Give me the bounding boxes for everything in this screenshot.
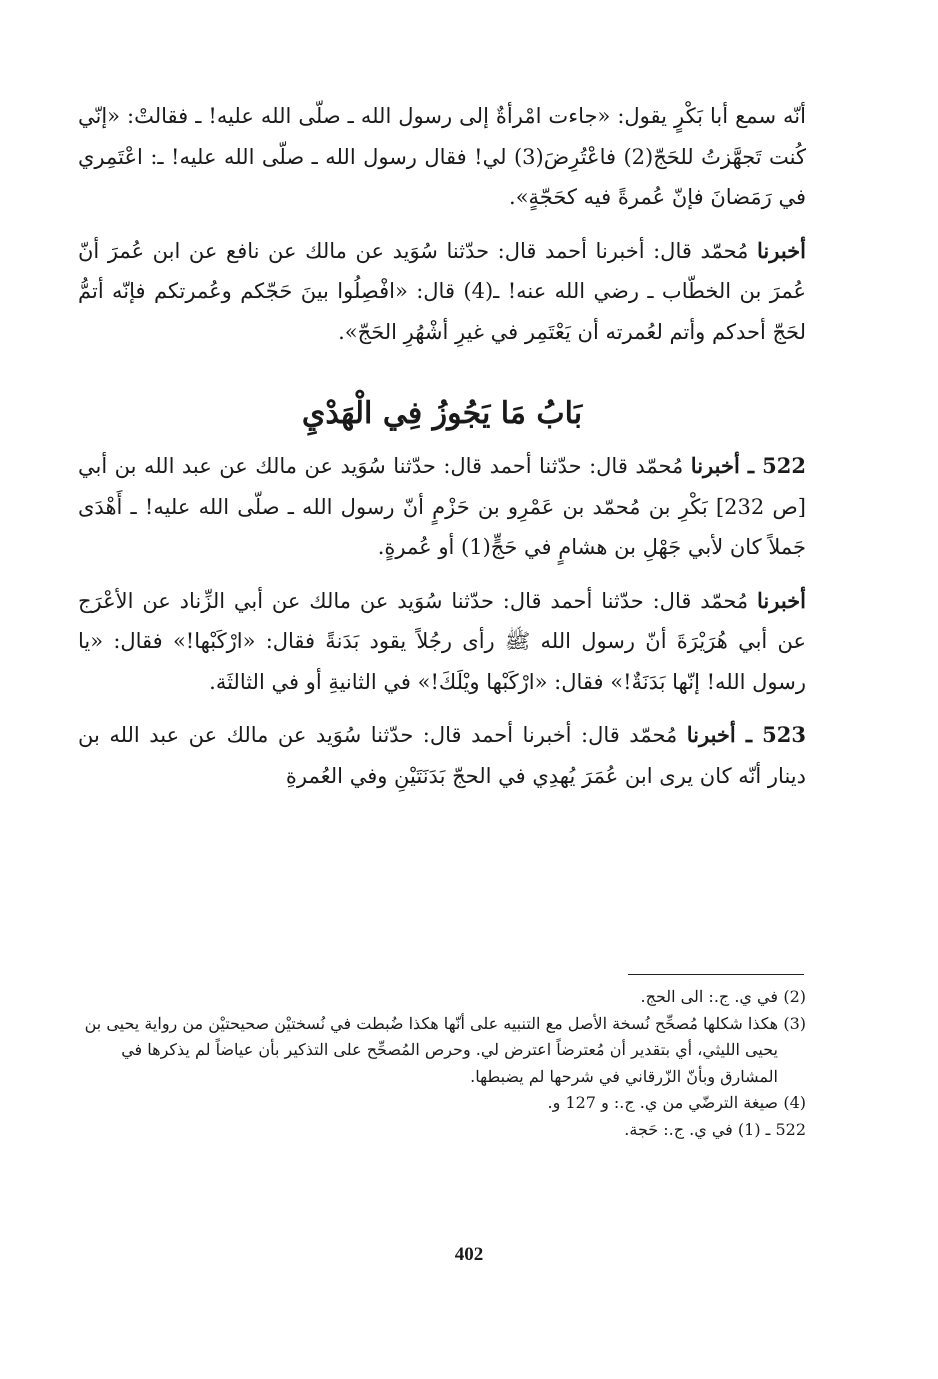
paragraph-lead: 522 ـ أخبرنا (690, 453, 807, 478)
footnote-divider (628, 974, 804, 975)
page-body (78, 96, 806, 809)
footnote-text: في ي. ج.: الى الحج. (640, 987, 778, 1006)
paragraph-1 (78, 96, 806, 218)
paragraph-text: أنّه سمع أبا بَكْرٍ يقول: «جاءت امْرأةٌ إلى رسول الله ـ صلّى الله عليه! ـ فقالتْ: «إنّي كُنت تَجهَّزتُ للحَجّ(2) فاعْتُرِضَ(3) لي! فقال رسول الله ـ صلّى الله عليه! ـ: اعْتَمِري في رَمَضانَ فإنّ عُمرةً فيه كحَجّةٍ». (78, 104, 806, 209)
paragraph-2 (78, 231, 806, 353)
footnote-4 (78, 1090, 806, 1117)
footnote-number: (4) (783, 1093, 806, 1112)
footnote-text: صيغة الترضّي من ي. ج.: و 127 و. (547, 1093, 778, 1112)
footnote-2 (78, 984, 806, 1011)
paragraph-4 (78, 581, 806, 703)
footnote-number: (2) (783, 987, 806, 1006)
paragraph-lead: أخبرنا (757, 587, 806, 613)
paragraph-text: مُحمّد قال: أخبرنا أحمد قال: حدّثنا سُوَيد عن مالك عن نافع عن ابن عُمرَ أنّ عُمرَ بن الخطّاب ـ رضي الله عنه! ـ(4) قال: «افْصِلُوا بينَ حَجّكم وعُمرتكم فإنّه أتمُّ لحَجّ أحدكم وأتم لعُمرته أن يَعْتَمِر في غيرِ أشْهُرِ الحَجّ». (78, 238, 806, 344)
footnote-text: هكذا شكلها مُصحِّح نُسخة الأصل مع التنبيه على أنّها هكذا ضُبطت في نُسختيْن صحيحتيْن من رواية يحيى بن يحيى الليثي، أي بتقدير أن مُعترضاً اعترض لي. وحرص المُصحِّح على التذكير بأن عياضاً لم يذكرها في المشارق وبأنّ الزّرقاني في شرحها لم يضبطها. (84, 1013, 778, 1086)
paragraph-lead: أخبرنا (757, 237, 806, 263)
paragraph-522 (78, 446, 806, 568)
footnote-3 (78, 1011, 806, 1091)
paragraph-text: مُحمّد قال: حدّثنا أحمد قال: حدّثنا سُوَيد عن مالك عن عبد الله بن أبي [ص 232] بَكْرِ بن مُحمّد بن عَمْرِو بن حَزْمٍ أنّ رسول الله ـ صلّى الله عليه! ـ أَهْدَى جَملاً كان لأبي جَهْلِ بن هشامٍ في حَجٍّ(1) أو عُمرةٍ. (78, 454, 807, 559)
page-number: 402 (454, 1244, 484, 1265)
paragraph-text: مُحمّد قال: أخبرنا أحمد قال: حدّثنا سُوَيد عن مالك عن عبد الله بن دينار أنّه كان يرى ابن عُمَرَ يُهدِي في الحجّ بَدَنَتَيْنِ وفي العُمرةِ (78, 723, 806, 788)
footnote-522-1: 522 ـ (1) في ي. ج.: حَجة. (624, 1119, 806, 1139)
paragraph-lead: 523 ـ أخبرنا (686, 722, 806, 747)
paragraph-523 (78, 715, 806, 796)
footnote-number: (3) (783, 1013, 806, 1033)
section-heading: بَابُ مَا يَجُوزُ فِي الْهَدْيِ (301, 396, 583, 431)
paragraph-text: مُحمّد قال: حدّثنا أحمد قال: حدّثنا سُوَيد عن مالك عن أبي الزِّناد عن الأعْرَج عن أبي هُرَيْرَةَ أنّ رسول الله ﷺ رأى رجُلاً يقود بَدَنةً فقال: «ارْكَبْها!» فقال: «يا رسول الله! إنّها بَدَنَةٌ!» فقال: «ارْكَبْها ويْلَكَ!» في الثانيةِ أو في الثالثَة. (78, 588, 806, 694)
footnotes (78, 984, 806, 1143)
